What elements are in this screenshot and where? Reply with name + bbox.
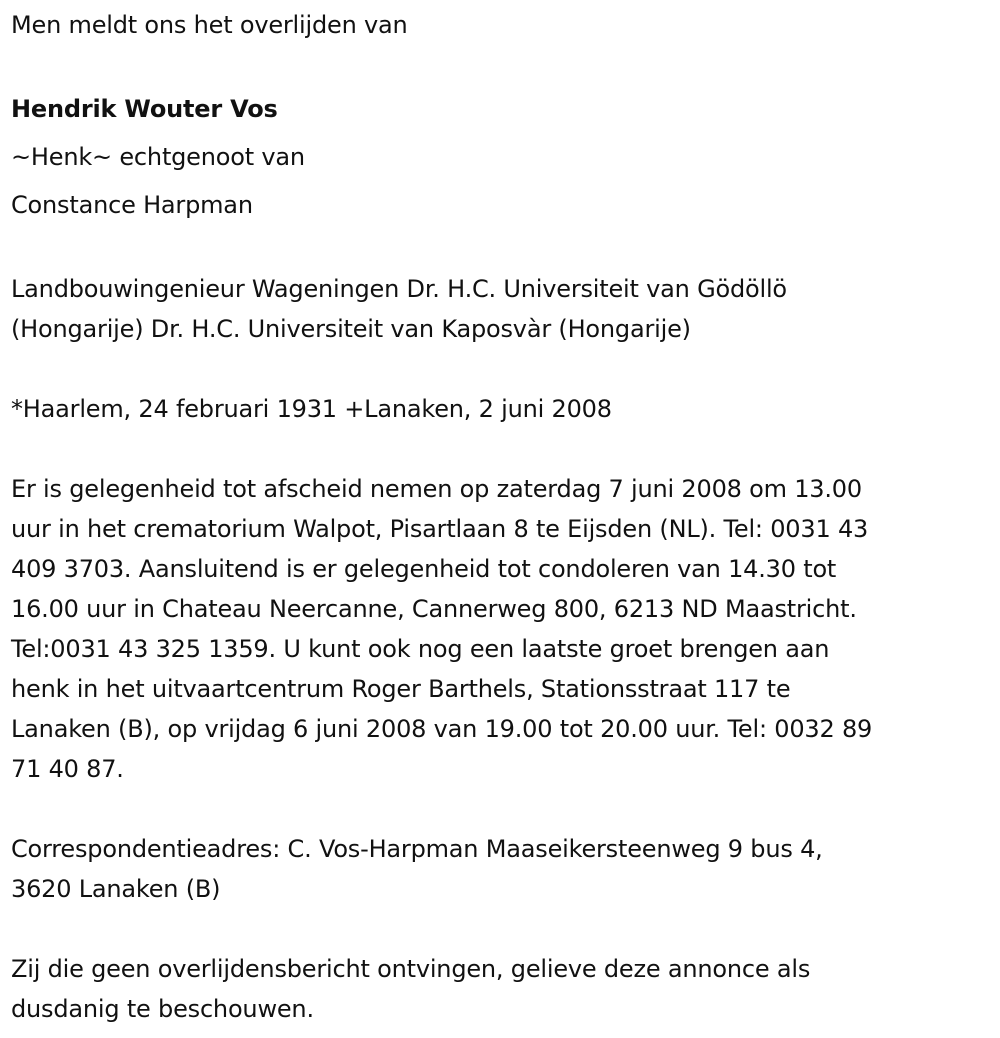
obituary-notice [11,5,996,1029]
correspondence-line: Correspondentieadres: C. Vos-Harpman Maaseikersteenweg 9 bus 4, [11,835,823,863]
intro-paragraph [11,5,996,45]
deceased-name: Hendrik Wouter Vos [11,95,278,123]
spacer [11,429,996,469]
closing-line: Zij die geen overlijdensbericht ontvingen, gelieve deze annonce als [11,955,811,983]
deceased-block [11,85,996,229]
spacer [11,789,996,829]
farewell-line: Tel:0031 43 325 1359. U kunt ook nog een laatste groet brengen aan [11,635,830,663]
farewell-line: Er is gelegenheid tot afscheid nemen op zaterdag 7 juni 2008 om 13.00 [11,475,862,503]
spacer [11,45,996,85]
correspondence-paragraph [11,829,996,909]
closing-paragraph [11,949,996,1029]
farewell-line: 16.00 uur in Chateau Neercanne, Cannerweg 800, 6213 ND Maastricht. [11,595,857,623]
farewell-line: uur in het crematorium Walpot, Pisartlaan 8 te Eijsden (NL). Tel: 0031 43 [11,515,869,543]
farewell-line: 71 40 87. [11,755,124,783]
spacer [11,909,996,949]
farewell-paragraph [11,469,996,789]
correspondence-line: 3620 Lanaken (B) [11,875,221,903]
titles-paragraph [11,269,996,349]
spouse-name: Constance Harpman [11,191,253,219]
farewell-line: Lanaken (B), op vrijdag 6 juni 2008 van 19.00 tot 20.00 uur. Tel: 0032 89 [11,715,873,743]
birth-death-paragraph [11,389,996,429]
intro-text: Men meldt ons het overlijden van [11,11,408,39]
birth-death-dates: *Haarlem, 24 februari 1931 +Lanaken, 2 juni 2008 [11,395,612,423]
titles-line: Landbouwingenieur Wageningen Dr. H.C. Universiteit van Gödöllö [11,275,787,303]
farewell-line: 409 3703. Aansluitend is er gelegenheid tot condoleren van 14.30 tot [11,555,837,583]
farewell-line: henk in het uitvaartcentrum Roger Barthels, Stationsstraat 117 te [11,675,791,703]
spacer [11,349,996,389]
nickname-line: ~Henk~ echtgenoot van [11,143,305,171]
spacer [11,229,996,269]
closing-line: dusdanig te beschouwen. [11,995,314,1023]
titles-line: (Hongarije) Dr. H.C. Universiteit van Kaposvàr (Hongarije) [11,315,691,343]
